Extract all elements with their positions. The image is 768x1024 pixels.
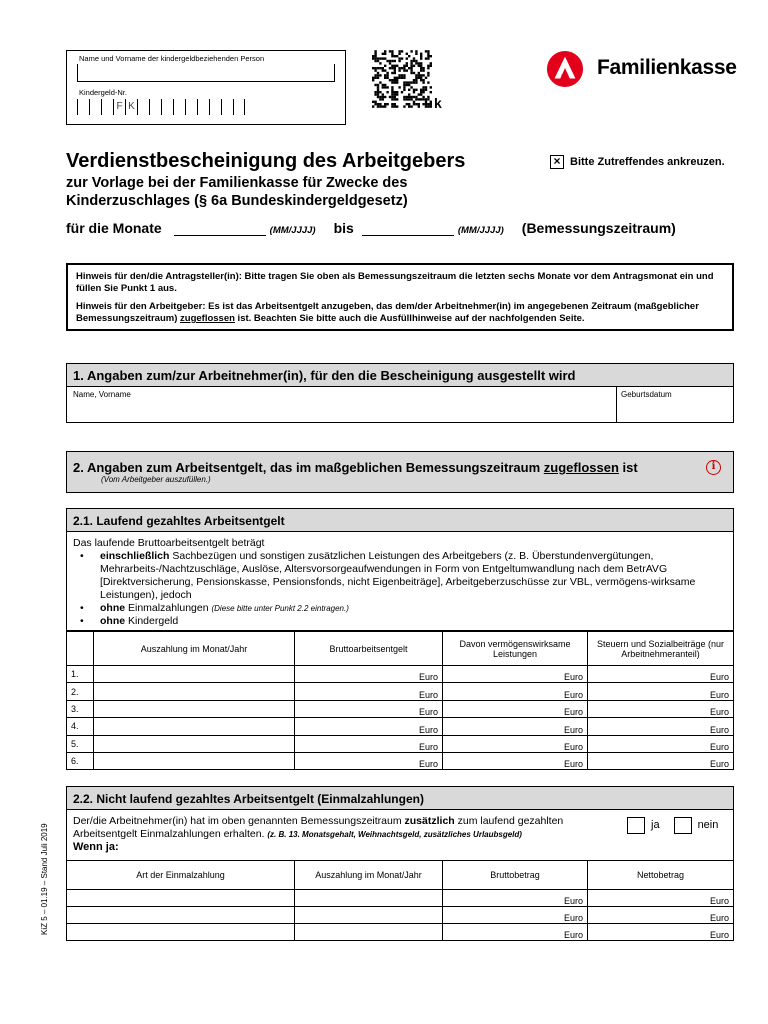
oneoff-net-cell[interactable]: Euro	[588, 890, 734, 907]
s22-note: (z. B. 13. Monatsgehalt, Weihnachtsgeld, zusätzliches Urlaubsgeld)	[267, 830, 522, 839]
birthdate-field[interactable]	[616, 387, 734, 422]
kindergeld-cell[interactable]: K	[125, 99, 137, 115]
page-subtitle	[66, 174, 506, 210]
subtitle-line-2: Kinderzuschlages (§ 6a Bundeskindergeldgesetz)	[66, 193, 408, 209]
oneoff-gross-cell[interactable]: Euro	[443, 890, 588, 907]
s22-text-b: zum laufend gezahlten Arbeitsentgelt Einmalzahlungen erhalten.	[73, 815, 564, 840]
salary-row	[67, 683, 734, 700]
oneoff-type-cell[interactable]	[67, 924, 295, 941]
bullet-including	[73, 550, 727, 602]
kindergeld-cell[interactable]	[209, 99, 221, 115]
info-icon[interactable]: i	[706, 460, 721, 475]
gross-cell[interactable]: Euro	[295, 752, 443, 769]
kindergeld-cell[interactable]: F	[113, 99, 125, 115]
vwl-cell[interactable]: Euro	[443, 683, 588, 700]
salary-row	[67, 735, 734, 752]
row-number: 6.	[67, 752, 94, 769]
month-cell[interactable]	[94, 752, 295, 769]
salary-col-tax: Steuern und Sozialbeiträge (nur Arbeitnehmeranteil)	[588, 632, 734, 666]
hint-employer-text-end: ist. Beachten Sie bitte auch die Ausfüllhinweise auf der nachfolgenden Seite.	[234, 313, 585, 324]
bullet-without-kindergeld	[73, 615, 727, 628]
tax-cell[interactable]: Euro	[588, 752, 734, 769]
month-cell[interactable]	[94, 718, 295, 735]
vwl-cell[interactable]: Euro	[443, 666, 588, 683]
bullet-kindergeld-text: Kindergeld	[125, 615, 179, 627]
section-2-1-intro: Das laufende Bruttoarbeitsentgelt beträgt	[73, 537, 265, 549]
employee-name-label: Name, Vorname	[73, 390, 131, 399]
tax-cell[interactable]: Euro	[588, 666, 734, 683]
kindergeld-cell[interactable]	[101, 99, 113, 115]
salary-col-month: Auszahlung im Monat/Jahr	[94, 632, 295, 666]
oneoff-month-cell[interactable]	[295, 924, 443, 941]
salary-col-vwl: Davon vermögenswirksame Leistungen	[443, 632, 588, 666]
familienkasse-logo-icon	[546, 50, 584, 88]
oneoff-net-cell[interactable]: Euro	[588, 907, 734, 924]
bullet-including-bold: einschließlich	[100, 550, 170, 562]
instruction-check-note	[550, 155, 725, 169]
section-2-heading	[66, 451, 734, 493]
checked-box-icon: ×	[550, 155, 564, 169]
section-2-title: 2. Angaben zum Arbeitsentgelt, das im maßgeblichen Bemessungszeitraum	[73, 460, 544, 475]
subtitle-line-1: zur Vorlage bei der Familienkasse für Zwecke des	[66, 175, 408, 191]
oneoff-col-net: Nettobetrag	[588, 861, 734, 890]
vwl-cell[interactable]: Euro	[443, 700, 588, 717]
salary-row	[67, 718, 734, 735]
kindergeld-cell[interactable]	[185, 99, 197, 115]
kindergeld-cell[interactable]	[233, 99, 245, 115]
kindergeld-cell[interactable]	[137, 99, 149, 115]
bullet-without-note: (Diese bitte unter Punkt 2.2 eintragen.)	[211, 604, 349, 613]
applicant-header-box	[66, 50, 346, 125]
no-label: nein	[697, 819, 719, 831]
row-number: 2.	[67, 683, 94, 700]
one-off-table	[66, 860, 734, 941]
kindergeld-cell[interactable]	[221, 99, 233, 115]
instruction-check-text: Bitte Zutreffendes ankreuzen.	[570, 156, 725, 168]
month-from-format: (MM/JJJJ)	[269, 225, 316, 236]
oneoff-col-month: Auszahlung im Monat/Jahr	[295, 861, 443, 890]
salary-col-gross: Bruttoarbeitsentgelt	[295, 632, 443, 666]
bullet-kindergeld-bold: ohne	[100, 615, 126, 627]
s22-text-bold: zusätzlich	[404, 815, 455, 827]
applicant-name-field[interactable]	[77, 64, 335, 82]
kindergeld-cell[interactable]	[173, 99, 185, 115]
salary-table-corner	[67, 632, 94, 666]
oneoff-gross-cell[interactable]: Euro	[443, 907, 588, 924]
months-row	[66, 220, 676, 236]
gross-cell[interactable]: Euro	[295, 683, 443, 700]
month-to-field[interactable]	[362, 220, 454, 236]
qr-suffix: k	[434, 95, 442, 111]
hint-box	[66, 263, 734, 331]
one-off-row	[67, 890, 734, 907]
section-2-2-text	[73, 815, 613, 841]
oneoff-gross-cell[interactable]: Euro	[443, 924, 588, 941]
gross-cell[interactable]: Euro	[295, 666, 443, 683]
section-2-1-description	[66, 532, 734, 631]
one-off-row	[67, 924, 734, 941]
yes-no-choice	[627, 817, 718, 834]
one-off-row	[67, 907, 734, 924]
birthdate-label: Geburtsdatum	[621, 390, 672, 399]
kindergeld-cell[interactable]	[89, 99, 101, 115]
yes-checkbox[interactable]	[627, 817, 645, 834]
hint-applicant: Hinweis für den/die Antragsteller(in): Bitte tragen Sie oben als Bemessungszeitraum die letzten sechs Monate vor dem Antragsmonat ein und füllen Sie Punkt 1 aus.	[76, 271, 714, 294]
row-number: 4.	[67, 718, 94, 735]
row-number: 1.	[67, 666, 94, 683]
kindergeld-number-label: Kindergeld-Nr.	[79, 88, 127, 97]
oneoff-type-cell[interactable]	[67, 890, 295, 907]
month-cell[interactable]	[94, 666, 295, 683]
months-bis-label: bis	[333, 220, 354, 236]
s22-text-a: Der/die Arbeitnehmer(in) hat im oben genannten Bemessungszeitraum	[73, 815, 405, 827]
form-version-note: KiZ 5 – 01.19 – Stand Juli 2019	[40, 823, 49, 935]
kindergeld-cell[interactable]	[161, 99, 173, 115]
hint-employer-underline: zugeflossen	[180, 313, 235, 324]
period-label: (Bemessungszeitraum)	[521, 220, 676, 236]
hint-employer	[76, 301, 724, 325]
section-2-title-underline: zugeflossen	[543, 460, 619, 475]
section-2-1-heading: 2.1. Laufend gezahltes Arbeitsentgelt	[66, 508, 734, 532]
kindergeld-number-field[interactable]	[77, 99, 245, 115]
salary-table	[66, 631, 734, 770]
section-2-2-heading: 2.2. Nicht laufend gezahltes Arbeitsentgelt (Einmalzahlungen)	[66, 786, 734, 810]
oneoff-net-cell[interactable]: Euro	[588, 924, 734, 941]
oneoff-col-gross: Bruttobetrag	[443, 861, 588, 890]
yes-label: ja	[651, 819, 660, 831]
page-title: Verdienstbescheinigung des Arbeitgebers	[66, 150, 466, 172]
salary-row	[67, 752, 734, 769]
tax-cell[interactable]: Euro	[588, 735, 734, 752]
no-checkbox[interactable]	[674, 817, 692, 834]
oneoff-month-cell[interactable]	[295, 907, 443, 924]
wenn-ja-label: Wenn ja:	[73, 841, 119, 853]
gross-cell[interactable]: Euro	[295, 718, 443, 735]
month-cell[interactable]	[94, 700, 295, 717]
row-number: 3.	[67, 700, 94, 717]
tax-cell[interactable]: Euro	[588, 700, 734, 717]
bullet-without-text: Einmalzahlungen	[125, 602, 212, 614]
logo-text: Familienkasse	[597, 56, 737, 79]
tax-cell[interactable]: Euro	[588, 718, 734, 735]
oneoff-month-cell[interactable]	[295, 890, 443, 907]
section-2-2-description	[66, 810, 734, 860]
salary-row	[67, 666, 734, 683]
section-2-subnote: (Vom Arbeitgeber auszufüllen.)	[101, 475, 211, 484]
gross-cell[interactable]: Euro	[295, 735, 443, 752]
section-1-fields	[66, 387, 734, 423]
vwl-cell[interactable]: Euro	[443, 752, 588, 769]
qr-code	[372, 50, 432, 108]
vwl-cell[interactable]: Euro	[443, 718, 588, 735]
bullet-without-bold: ohne	[100, 602, 126, 614]
month-to-format: (MM/JJJJ)	[457, 225, 504, 236]
kindergeld-cell[interactable]	[149, 99, 161, 115]
month-cell[interactable]	[94, 683, 295, 700]
applicant-name-label: Name und Vorname der kindergeldbeziehenden Person	[79, 54, 265, 63]
section-1-heading: 1. Angaben zum/zur Arbeitnehmer(in), für den die Bescheinigung ausgestellt wird	[66, 363, 734, 387]
section-2-title-end: ist	[618, 460, 638, 475]
oneoff-type-cell[interactable]	[67, 907, 295, 924]
months-label: für die Monate	[66, 220, 162, 236]
oneoff-col-type: Art der Einmalzahlung	[67, 861, 295, 890]
hint-employer-text: Hinweis für den Arbeitgeber: Es ist das Arbeitsentgelt anzugeben, das dem/der Arbeitnehmer(in) im angegebenen Zeitraum (maßgeblicher Bemessungszeitraum)	[76, 301, 699, 324]
kindergeld-cell[interactable]	[77, 99, 89, 115]
kindergeld-cell[interactable]	[197, 99, 209, 115]
tax-cell[interactable]: Euro	[588, 683, 734, 700]
salary-row	[67, 700, 734, 717]
bullet-including-text: Sachbezügen und sonstigen zusätzlichen Leistungen des Arbeitgebers (z. B. Überstundenvergütungen, Mehrarbeits-/Nachtzuschläge, Auslöse, Altersvorsorgeaufwendungen in Form von Entgeltumwandlung nach dem BetrAVG [Direktversicherung, Pensionskasse, Pensionsfonds, nicht Eigenbeiträge], Arbeitgeberzuschüsse zur VBL, vermögens-wirksame Leistungen), jedoch	[100, 550, 696, 601]
vwl-cell[interactable]: Euro	[443, 735, 588, 752]
gross-cell[interactable]: Euro	[295, 700, 443, 717]
bullet-without-one-off	[73, 602, 727, 615]
month-cell[interactable]	[94, 735, 295, 752]
row-number: 5.	[67, 735, 94, 752]
month-from-field[interactable]	[174, 220, 266, 236]
